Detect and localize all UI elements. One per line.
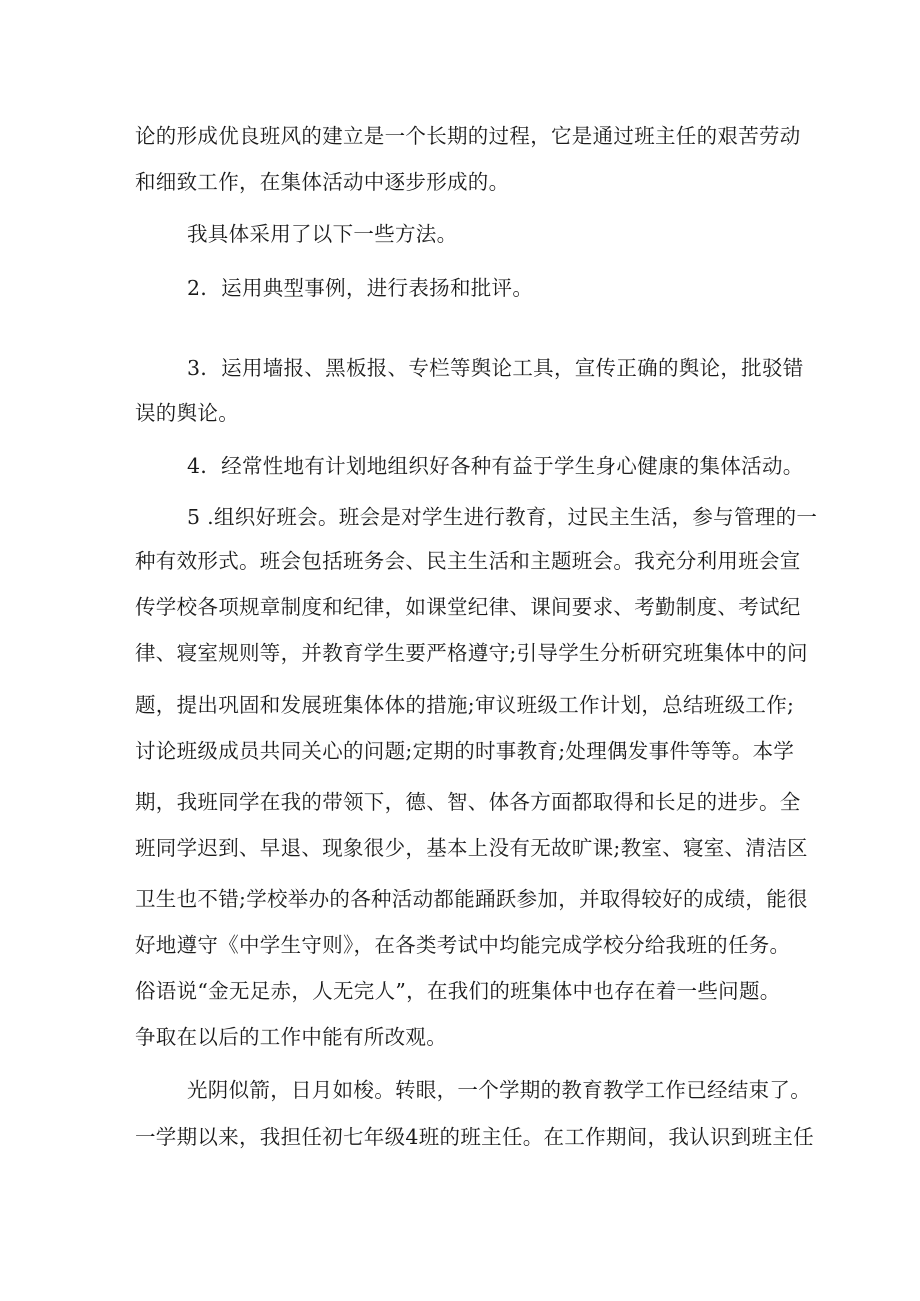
text-line-11: 律、寝室规则等，并教育学生要严格遵守;引导学生分析研究班集体中的问	[135, 641, 808, 665]
text-line-7: 4．经常性地有计划地组织好各种有益于学生身心健康的集体活动。	[187, 454, 804, 478]
text-line-16: 卫生也不错;学校举办的各种活动都能踊跃参加，并取得较好的成绩，能很	[135, 887, 808, 911]
text-line-18: 俗语说“金无足赤，人无完人”，在我们的班集体中也存在着一些问题。	[135, 979, 781, 1003]
text-line-6: 误的舆论。	[135, 401, 239, 425]
text-line-9: 种有效形式。班会包括班务会、民主生活和主题班会。我充分利用班会宣	[135, 549, 801, 573]
text-line-19: 争取在以后的工作中能有所改观。	[135, 1025, 447, 1049]
text-line-17: 好地遵守《中学生守则》，在各类考试中均能完成学校分给我班的任务。	[135, 933, 791, 957]
text-line-3: 我具体采用了以下一些方法。	[187, 222, 458, 246]
text-line-12: 题，提出巩固和发展班集体体的措施;审议班级工作计划，总结班级工作;	[135, 693, 795, 717]
text-line-4: 2．运用典型事例，进行表扬和批评。	[187, 276, 534, 300]
text-line-13: 讨论班级成员共同关心的问题;定期的时事教育;处理偶发事件等等。本学	[135, 739, 795, 763]
text-line-8: 5 .组织好班会。班会是对学生进行教育，过民主生活，参与管理的一	[187, 505, 818, 529]
text-line-21: 一学期以来，我担任初七年级4班的班主任。在工作期间，我认识到班主任	[135, 1125, 814, 1149]
text-line-15: 班同学迟到、早退、现象很少，基本上没有无故旷课;教室、寝室、清洁区	[135, 836, 808, 860]
text-line-5: 3．运用墙报、黑板报、专栏等舆论工具，宣传正确的舆论，批驳错	[187, 356, 804, 380]
text-line-20: 光阴似箭，日月如梭。转眼，一个学期的教育教学工作已经结束了。	[187, 1078, 811, 1102]
text-line-10: 传学校各项规章制度和纪律，如课堂纪律、课间要求、考勤制度、考试纪	[135, 595, 801, 619]
text-line-1: 论的形成优良班风的建立是一个长期的过程，它是通过班主任的艰苦劳动	[135, 124, 801, 148]
text-line-2: 和细致工作，在集体活动中逐步形成的。	[135, 170, 510, 194]
text-line-14: 期，我班同学在我的带领下，德、智、体各方面都取得和长足的进步。全	[135, 790, 801, 814]
